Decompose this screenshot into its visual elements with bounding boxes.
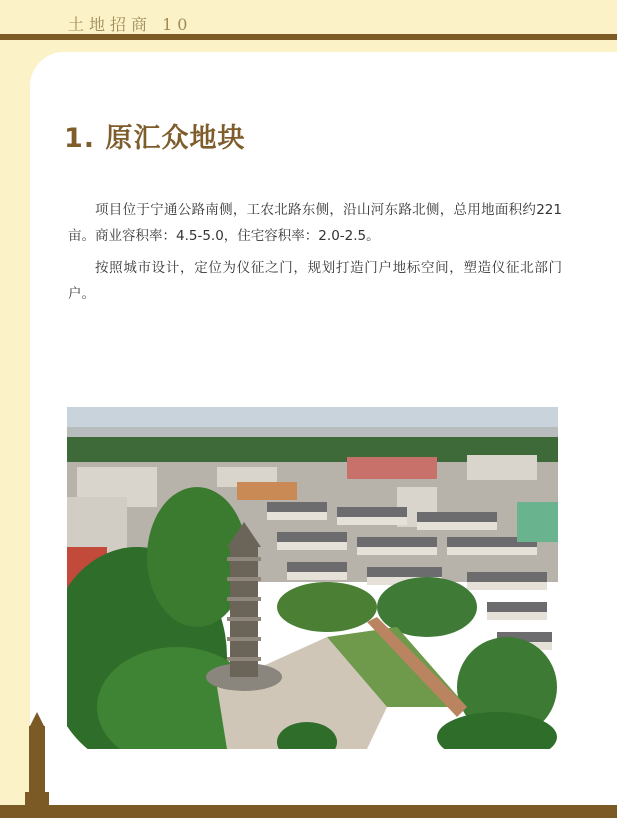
aerial-photo [67,407,558,749]
footer-rule [0,805,617,818]
header-title: 土地招商 10 [68,15,193,34]
paragraph-location: 项目位于宁通公路南侧，工农北路东侧，沿山河东路北侧，总用地面积约221亩。商业容积率：4.5-5.0，住宅容积率：2.0-2.5。 [68,202,562,244]
pagoda-silhouette-icon [20,712,54,808]
section-title: 1. 原汇众地块 [64,123,246,154]
header-rule [0,34,617,40]
paragraph-positioning: 按照城市设计，定位为仪征之门，规划打造门户地标空间，塑造仪征北部门户。 [68,260,562,302]
